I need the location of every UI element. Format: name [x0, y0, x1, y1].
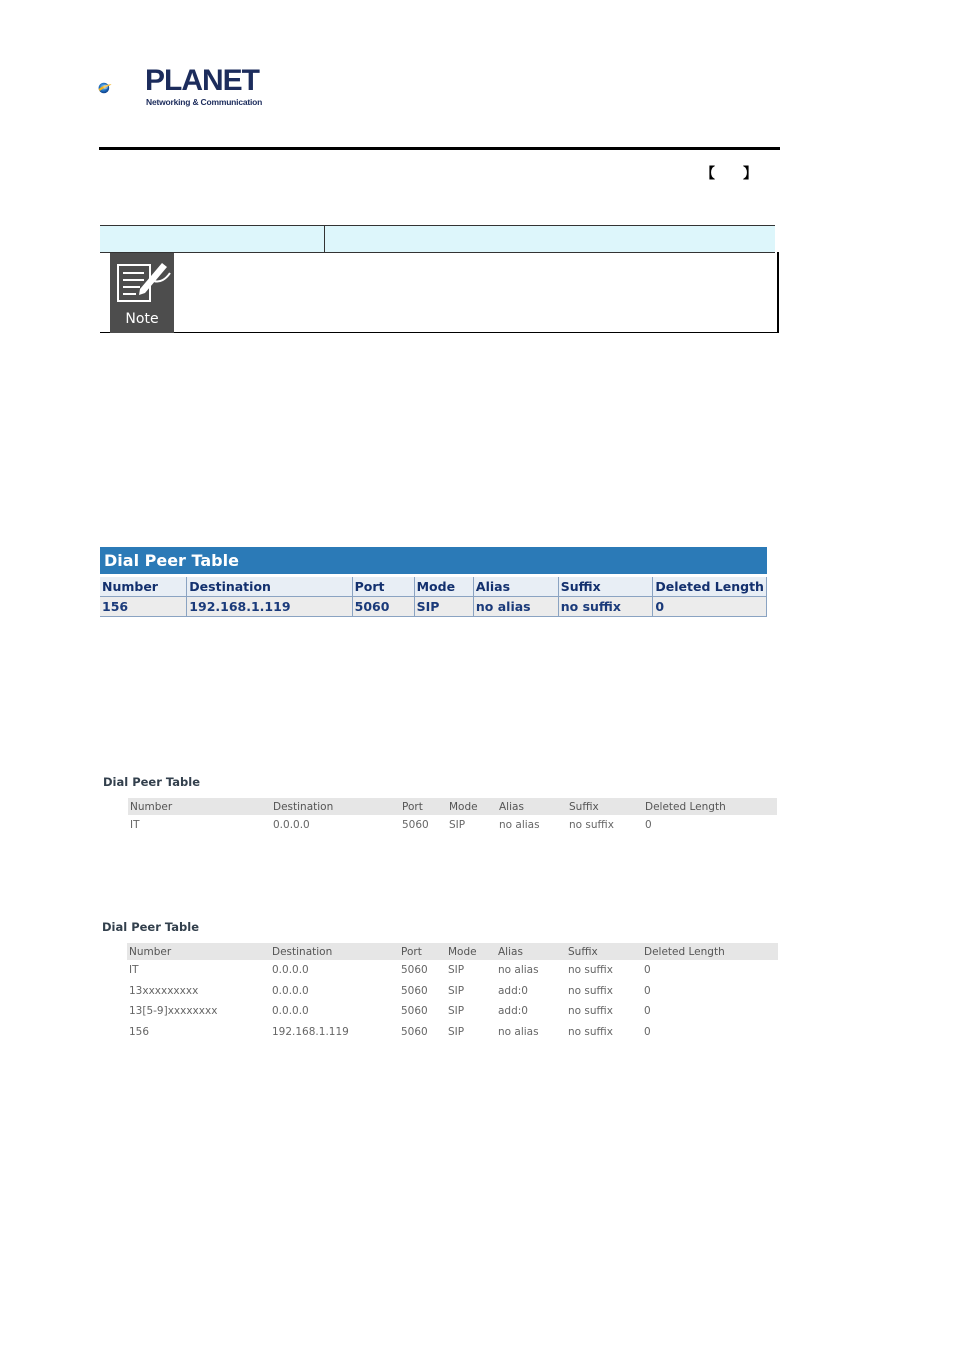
- column-header: Deleted Length: [653, 577, 767, 597]
- table-row[interactable]: [127, 1022, 778, 1043]
- cell-number: 13xxxxxxxxx: [129, 984, 199, 997]
- cell-port: 5060: [352, 597, 414, 617]
- cell-deleted-length: 0: [644, 1005, 651, 1018]
- brand-tagline: Networking & Communication: [146, 97, 263, 107]
- cell-deleted-length: 0: [653, 597, 767, 617]
- column-header: Number: [127, 943, 270, 960]
- table-row[interactable]: [100, 597, 767, 617]
- column-header: Suffix: [567, 798, 643, 815]
- column-header: Suffix: [566, 943, 642, 960]
- table-row[interactable]: [127, 960, 778, 981]
- cell-destination: 0.0.0.0: [272, 984, 309, 997]
- cell-number: IT: [130, 819, 140, 832]
- note-header-bar: [100, 225, 775, 253]
- cell-mode: SIP: [448, 984, 465, 997]
- note-icon-label: Note: [125, 311, 159, 327]
- cell-suffix: no suffix: [568, 984, 613, 997]
- column-header: Destination: [271, 798, 400, 815]
- column-header: Port: [399, 943, 446, 960]
- cell-destination: 0.0.0.0: [273, 819, 310, 832]
- cell-port: 5060: [401, 984, 428, 997]
- bracket-right: 】: [743, 166, 757, 182]
- cell-port: 5060: [401, 964, 428, 977]
- column-header: Deleted Length: [643, 798, 777, 815]
- cell-destination: 192.168.1.119: [187, 597, 352, 617]
- cell-mode: SIP: [448, 964, 465, 977]
- column-header: Alias: [496, 943, 566, 960]
- table-header-row: [100, 577, 767, 597]
- dial-peer-table-default-title: Dial Peer Table: [103, 775, 200, 789]
- cell-number: IT: [129, 964, 139, 977]
- dial-peer-table-main: [100, 577, 767, 617]
- dial-peer-table-after-title: Dial Peer Table: [102, 920, 199, 934]
- cell-alias: add:0: [498, 1005, 528, 1018]
- cell-mode: SIP: [449, 819, 466, 832]
- note-header-cell-1: [100, 226, 325, 252]
- chapter-bracket: [701, 165, 757, 183]
- cell-deleted-length: 0: [644, 1025, 651, 1038]
- dial-peer-table-after: [127, 943, 778, 1042]
- cell-deleted-length: 0: [644, 964, 651, 977]
- table-header-row: [128, 798, 777, 815]
- note-box: [100, 252, 779, 333]
- cell-number: 156: [129, 1025, 150, 1038]
- note-icon: [110, 253, 174, 333]
- column-header: Destination: [187, 577, 352, 597]
- brand-name: PLANET: [145, 64, 259, 97]
- column-header: Deleted Length: [642, 943, 778, 960]
- cell-alias: no alias: [498, 964, 539, 977]
- cell-destination: 192.168.1.119: [272, 1025, 349, 1038]
- table-row[interactable]: [127, 981, 778, 1002]
- column-header: Alias: [497, 798, 567, 815]
- cell-alias: no alias: [499, 819, 540, 832]
- column-header: Mode: [414, 577, 473, 597]
- cell-suffix: no suffix: [569, 819, 614, 832]
- column-header: Mode: [446, 943, 496, 960]
- cell-alias: no alias: [498, 1025, 539, 1038]
- cell-destination: 0.0.0.0: [272, 964, 309, 977]
- planet-logo-icon: [98, 66, 148, 110]
- cell-mode: SIP: [414, 597, 473, 617]
- notepad-pen-icon: [110, 253, 174, 309]
- cell-mode: SIP: [448, 1005, 465, 1018]
- cell-alias: add:0: [498, 984, 528, 997]
- cell-number: 156: [100, 597, 187, 617]
- bracket-left: 【: [701, 166, 715, 182]
- cell-deleted-length: 0: [644, 984, 651, 997]
- cell-mode: SIP: [448, 1025, 465, 1038]
- table-row[interactable]: [128, 815, 777, 836]
- header-divider: [99, 147, 780, 150]
- column-header: Alias: [473, 577, 558, 597]
- table-header-row: [127, 943, 778, 960]
- cell-suffix: no suffix: [568, 1025, 613, 1038]
- cell-number: 13[5-9]xxxxxxxx: [129, 1005, 218, 1018]
- column-header: Mode: [447, 798, 497, 815]
- cell-suffix: no suffix: [558, 597, 653, 617]
- cell-destination: 0.0.0.0: [272, 1005, 309, 1018]
- cell-suffix: no suffix: [568, 1005, 613, 1018]
- column-header: Destination: [270, 943, 399, 960]
- cell-suffix: no suffix: [568, 964, 613, 977]
- cell-alias: no alias: [473, 597, 558, 617]
- column-header: Port: [352, 577, 414, 597]
- dial-peer-table-title: Dial Peer Table: [100, 547, 767, 574]
- cell-deleted-length: 0: [645, 819, 652, 832]
- cell-port: 5060: [401, 1025, 428, 1038]
- column-header: Number: [100, 577, 187, 597]
- cell-port: 5060: [402, 819, 429, 832]
- column-header: Suffix: [558, 577, 653, 597]
- column-header: Port: [400, 798, 447, 815]
- dial-peer-table-default: [128, 798, 777, 836]
- table-row[interactable]: [127, 1001, 778, 1022]
- column-header: Number: [128, 798, 271, 815]
- cell-port: 5060: [401, 1005, 428, 1018]
